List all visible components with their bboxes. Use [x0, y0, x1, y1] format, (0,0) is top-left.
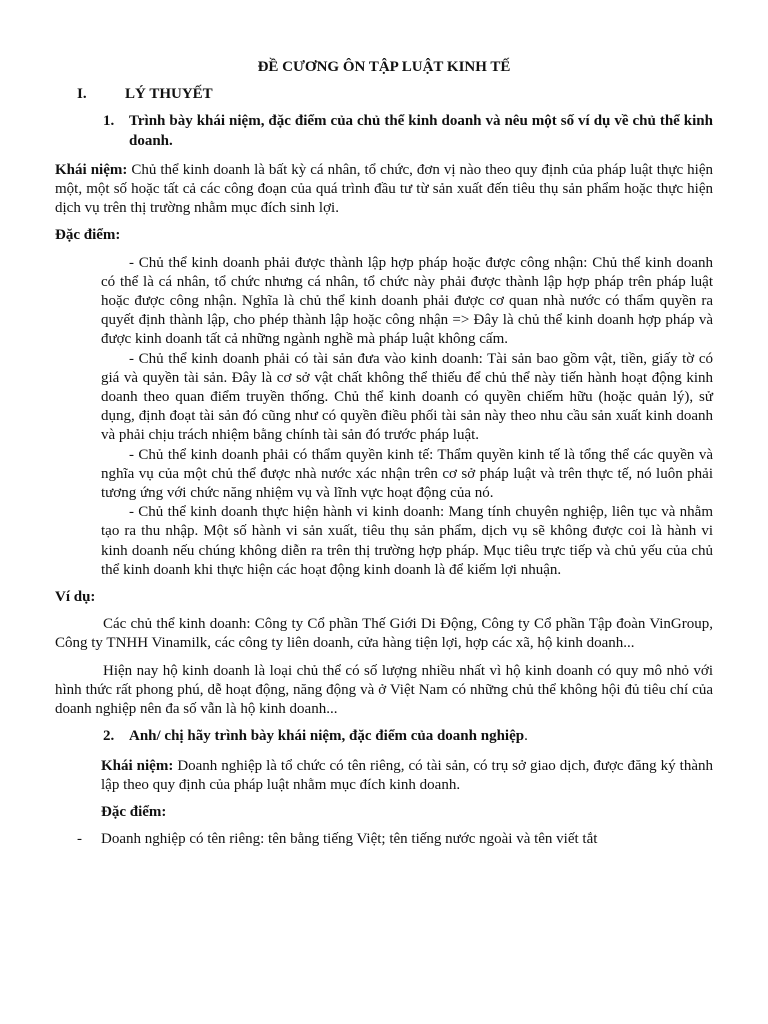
- question-text: Trình bày khái niệm, đặc điểm của chủ thể kinh doanh và nêu một số ví dụ về chủ thể kinh doanh.: [129, 113, 713, 149]
- concept-text: Doanh nghiệp là tổ chức có tên riêng, có tài sản, có trụ sở giao dịch, được đăng ký thành lập theo quy định của pháp luật nhằm mục đích kinh doanh.: [101, 757, 713, 793]
- feature-text: Doanh nghiệp có tên riêng: tên bằng tiếng Việt; tên tiếng nước ngoài và tên viết tắt: [101, 831, 598, 848]
- feature-item: - Chủ thể kinh doanh phải có thẩm quyền kinh tế: Thẩm quyền kinh tế là tổng thể các quyền và nghĩa vụ của một chủ thể được nhà nước xác nhận trên cơ sở pháp luật và trên thực tế, nó luôn phải tương ứng với chức năng nhiệm vụ và lĩnh vực hoạt động của nó.: [101, 446, 713, 502]
- question-1-heading: [55, 112, 713, 150]
- q2-body: [55, 757, 713, 823]
- q2-features-label: Đặc điểm:: [101, 803, 167, 820]
- concept-text: Chủ thể kinh doanh là bất kỳ cá nhân, tổ chức, đơn vị nào theo quy định của pháp luật thực hiện một, một số hoặc tất cả các công đoạn của quá trình đầu tư từ sản xuất đến tiêu thụ sản phẩm hoặc thực hiện dịch vụ trên thị trường nhằm mục đích sinh lợi.: [55, 161, 714, 217]
- concept-label: Khái niệm:: [101, 757, 174, 774]
- q1-concept-paragraph: [55, 161, 713, 219]
- question-number: 1.: [103, 113, 115, 130]
- section-label: LÝ THUYẾT: [125, 86, 213, 103]
- section-heading: [55, 85, 713, 104]
- q2-concept-paragraph: [101, 757, 713, 795]
- question-text-main: Anh/ chị hãy trình bày khái niệm, đặc điểm của doanh nghiệp: [129, 728, 525, 745]
- feature-item: - Chủ thể kinh doanh phải có tài sản đưa vào kinh doanh: Tài sản bao gồm vật, tiền, giấy tờ có giá và quyền tài sản. Đây là cơ sở vật chất không thể thiếu để chủ thể này tiến hành hoạt động kinh doanh theo quan điểm truyền thống. Chủ thể kinh doanh có quyền chiếm hữu (hoặc quản lý), sử dụng, định đoạt tài sản đó cũng như có quyền điều phối tài sản này theo nhu cầu sản xuất kinh doanh và phải chịu trách nhiệm bằng chính tài sản đó trước pháp luật.: [101, 350, 713, 444]
- q2-feature-item: [55, 830, 713, 849]
- q1-features-list: [55, 254, 713, 580]
- dash-marker: -: [77, 831, 82, 848]
- q1-features-label: Đặc điểm:: [55, 227, 121, 244]
- question-2-heading: [55, 727, 713, 746]
- document-title: ĐỀ CƯƠNG ÔN TẬP LUẬT KINH TẾ: [257, 59, 511, 75]
- feature-item: - Chủ thể kinh doanh phải được thành lập hợp pháp hoặc được công nhận: Chủ thể kinh doanh có thể là cá nhân, tổ chức nhưng cá nhân, tổ chức này phải được thành lập hợp pháp trên pháp luật hoặc được công nhận. Nghĩa là chủ thể kinh doanh phải được cơ quan nhà nước có thẩm quyền ra quyết định thành lập, cho phép thành lập hoặc công nhận => Đây là chủ thể kinh doanh hợp pháp và được kinh doanh tất cả những ngành nghề mà pháp luật không cấm.: [101, 254, 713, 348]
- question-number: 2.: [103, 728, 115, 745]
- section-number: I.: [77, 86, 87, 103]
- question-text: [129, 727, 528, 746]
- concept-label: Khái niệm:: [55, 161, 128, 178]
- question-text-end: .: [524, 728, 528, 745]
- q1-example-label: Ví dụ:: [55, 589, 96, 606]
- feature-item: - Chủ thể kinh doanh thực hiện hành vi kinh doanh: Mang tính chuyên nghiệp, liên tục và nhằm tạo ra thu nhập. Một số hành vi sản xuất, tiêu thụ sản phẩm, dịch vụ sẽ không được coi là hành vi kinh doanh nếu chúng không diễn ra trên thị trường hợp pháp. Mục tiêu trực tiếp và chủ yếu của chủ thể kinh doanh khi thực hiện các hoạt động kinh doanh là để kiếm lợi nhuận.: [101, 504, 713, 578]
- example-paragraph: Các chủ thể kinh doanh: Công ty Cổ phần Thế Giới Di Động, Công ty Cổ phần Tập đoàn VinGroup, Công ty TNHH Vinamilk, các công ty liên doanh, cửa hàng tiện lợi, hợp các xã, hộ kinh doanh...: [55, 616, 713, 652]
- example-paragraph: Hiện nay hộ kinh doanh là loại chủ thể có số lượng nhiều nhất vì hộ kinh doanh có quy mô nhỏ với hình thức rất phong phú, dễ hoạt động, năng động và ở Việt Nam có những chủ thể không hội đủ tiêu chí của doanh nghiệp nên đa số vẫn là hộ kinh doanh...: [55, 662, 713, 718]
